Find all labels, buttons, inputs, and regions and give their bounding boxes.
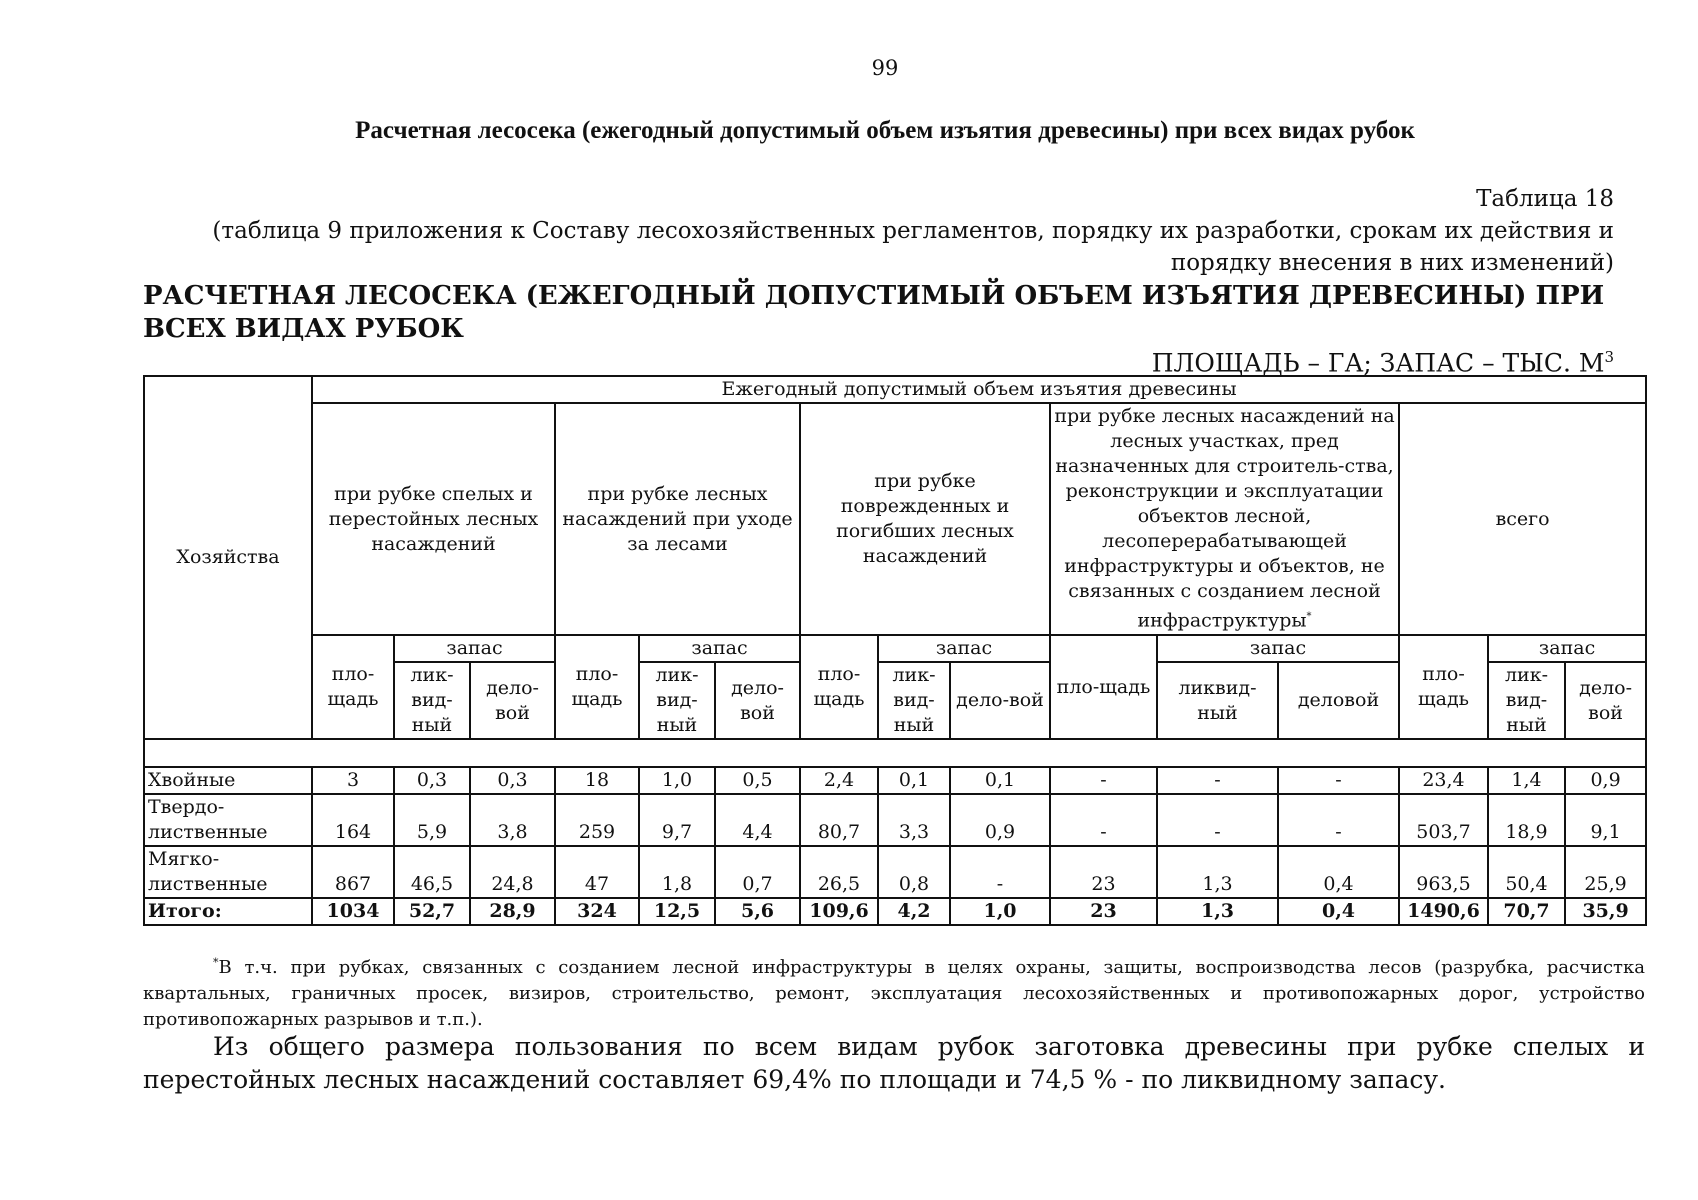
header-business: дело-вой [950,662,1050,739]
units-label [1152,348,1614,377]
header-area: пло-щадь [555,635,639,739]
cell-value: 1,0 [639,767,715,794]
cell-value: 3 [312,767,394,794]
cell-value: 0,3 [470,767,555,794]
units-text: ПЛОЩАДЬ – ГА; ЗАПАС – ТЫС. М [1151,348,1605,378]
header-business: дело-вой [470,662,555,739]
cell-value: 259 [555,794,639,846]
cell-value: - [950,846,1050,898]
cell-value: 1,8 [639,846,715,898]
document-heading: Расчетная лесосека (ежегодный допустимый объем изъятия древесины) при всех видах рубок [355,117,1415,144]
header-area: пло-щадь [312,635,394,739]
felling-table [143,375,1647,926]
header-row-stock [144,635,1646,662]
footnote-text: В т.ч. при рубках, связанных с созданием лесной инфраструктуры в целях охраны, защиты, воспроизводства лесов (разрубка, расчистка квартальных, граничных просек, визиров, строительство, ремонт, эксплуатация лесохозяйственных и противопожарных дорог, устройство противопожарных разрывов и т.п.). [143,957,1645,1030]
cell-value: 50,4 [1488,846,1565,898]
header-business: деловой [1278,662,1399,739]
header-area: пло-щадь [1399,635,1488,739]
cell-value: 503,7 [1399,794,1488,846]
cell-value: 324 [555,898,639,925]
units-superscript: 3 [1604,348,1614,366]
cell-value: 52,7 [394,898,470,925]
cell-value: 4,2 [878,898,950,925]
header-group-infrastructure [1050,403,1399,635]
header-group-infrastructure-text: при рубке лесных насаждений на лесных участках, пред назначенных для строитель-ства, реконструкции и эксплуатации объектов лесной, лесоперерабатывающей инфраструктуры и объектов, не связанных с созданием лесной инфраструктуры [1054,405,1395,632]
cell-value: 28,9 [470,898,555,925]
footnote-mark: * [213,956,219,969]
cell-value: 18 [555,767,639,794]
header-stock: запас [639,635,800,662]
header-stock: запас [394,635,555,662]
header-stock: запас [1488,635,1646,662]
header-liquid: лик-вид-ный [639,662,715,739]
row-label: Хвойные [144,767,312,794]
header-business: дело-вой [1565,662,1646,739]
cell-value: 1,3 [1157,898,1278,925]
cell-value: 5,6 [715,898,800,925]
table-row [144,846,1646,898]
header-farms: Хозяйства [144,376,312,739]
cell-value: 867 [312,846,394,898]
cell-value: 24,8 [470,846,555,898]
cell-value: 109,6 [800,898,878,925]
cell-value: 3,3 [878,794,950,846]
cell-value: 18,9 [1488,794,1565,846]
cell-value: 9,1 [1565,794,1646,846]
footnote-mark: * [1306,611,1312,623]
header-area: пло-щадь [1050,635,1157,739]
cell-value: 9,7 [639,794,715,846]
table-body [144,767,1646,925]
cell-value: 1490,6 [1399,898,1488,925]
header-area: пло-щадь [800,635,878,739]
cell-value: 5,9 [394,794,470,846]
spacer-cell [144,739,1646,767]
page-number: 99 [871,56,899,80]
cell-value: 0,4 [1278,898,1399,925]
cell-value: 963,5 [1399,846,1488,898]
spacer-row [144,739,1646,767]
cell-value: 47 [555,846,639,898]
header-group-mature: при рубке спелых и перестойных лесных насаждений [312,403,555,635]
cell-value: 0,7 [715,846,800,898]
cell-value: 26,5 [800,846,878,898]
table-reference: (таблица 9 приложения к Составу лесохозяйственных регламентов, порядку их разработки, срокам их действия и порядку внесения в них изменений) [212,218,1614,276]
header-liquid: лик-вид-ный [1488,662,1565,739]
cell-value: 1,4 [1488,767,1565,794]
cell-value: - [1050,794,1157,846]
header-group-total: всего [1399,403,1646,635]
header-main: Ежегодный допустимый объем изъятия древесины [312,376,1646,403]
cell-value: 0,9 [1565,767,1646,794]
cell-value: - [1278,767,1399,794]
header-row-groups [144,403,1646,635]
header-stock: запас [878,635,1050,662]
cell-value: 23 [1050,846,1157,898]
cell-value: 0,5 [715,767,800,794]
header-group-care: при рубке лесных насаждений при уходе за лесами [555,403,800,635]
header-business: дело-вой [715,662,800,739]
cell-value: 0,9 [950,794,1050,846]
row-label: Итого: [144,898,312,925]
cell-value: 0,4 [1278,846,1399,898]
cell-value: - [1050,767,1157,794]
row-label: Твердо-лиственные [144,794,312,846]
cell-value: 1,0 [950,898,1050,925]
header-liquid: лик-вид-ный [878,662,950,739]
cell-value: 12,5 [639,898,715,925]
cell-value: 23 [1050,898,1157,925]
cell-value: - [1157,767,1278,794]
cell-value: 0,1 [878,767,950,794]
table-number: Таблица 18 [1476,186,1614,212]
cell-value: 4,4 [715,794,800,846]
cell-value: 35,9 [1565,898,1646,925]
cell-value: 70,7 [1488,898,1565,925]
header-row-main [144,376,1646,403]
header-stock: запас [1157,635,1399,662]
cell-value: 3,8 [470,794,555,846]
cell-value: - [1157,794,1278,846]
cell-value: 2,4 [800,767,878,794]
cell-value: 0,8 [878,846,950,898]
cell-value: 164 [312,794,394,846]
cell-value: 25,9 [1565,846,1646,898]
row-label: Мягко-лиственные [144,846,312,898]
cell-value: 46,5 [394,846,470,898]
footnote [143,950,1645,1033]
cell-value: 0,1 [950,767,1050,794]
header-liquid: лик-вид-ный [394,662,470,739]
total-row [144,898,1646,925]
cell-value: 1,3 [1157,846,1278,898]
header-group-damaged: при рубке поврежденных и погибших лесных насаждений [800,403,1050,635]
table-caption [114,183,1614,279]
header-liquid: ликвид-ный [1157,662,1278,739]
cell-value: 80,7 [800,794,878,846]
table-title: РАСЧЕТНАЯ ЛЕСОСЕКА (ЕЖЕГОДНЫЙ ДОПУСТИМЫЙ ОБЪЕМ ИЗЪЯТИЯ ДРЕВЕСИНЫ) ПРИ ВСЕХ ВИДАХ РУБОК [143,281,1605,344]
cell-value: 23,4 [1399,767,1488,794]
summary-paragraph: Из общего размера пользования по всем видам рубок заготовка древесины при рубке спелых и перестойных лесных насаждений составляет 69,4% по площади и 74,5 % - по ликвидному запасу. [143,1032,1645,1094]
table-row [144,767,1646,794]
cell-value: 0,3 [394,767,470,794]
table-row [144,794,1646,846]
cell-value: 1034 [312,898,394,925]
cell-value: - [1278,794,1399,846]
